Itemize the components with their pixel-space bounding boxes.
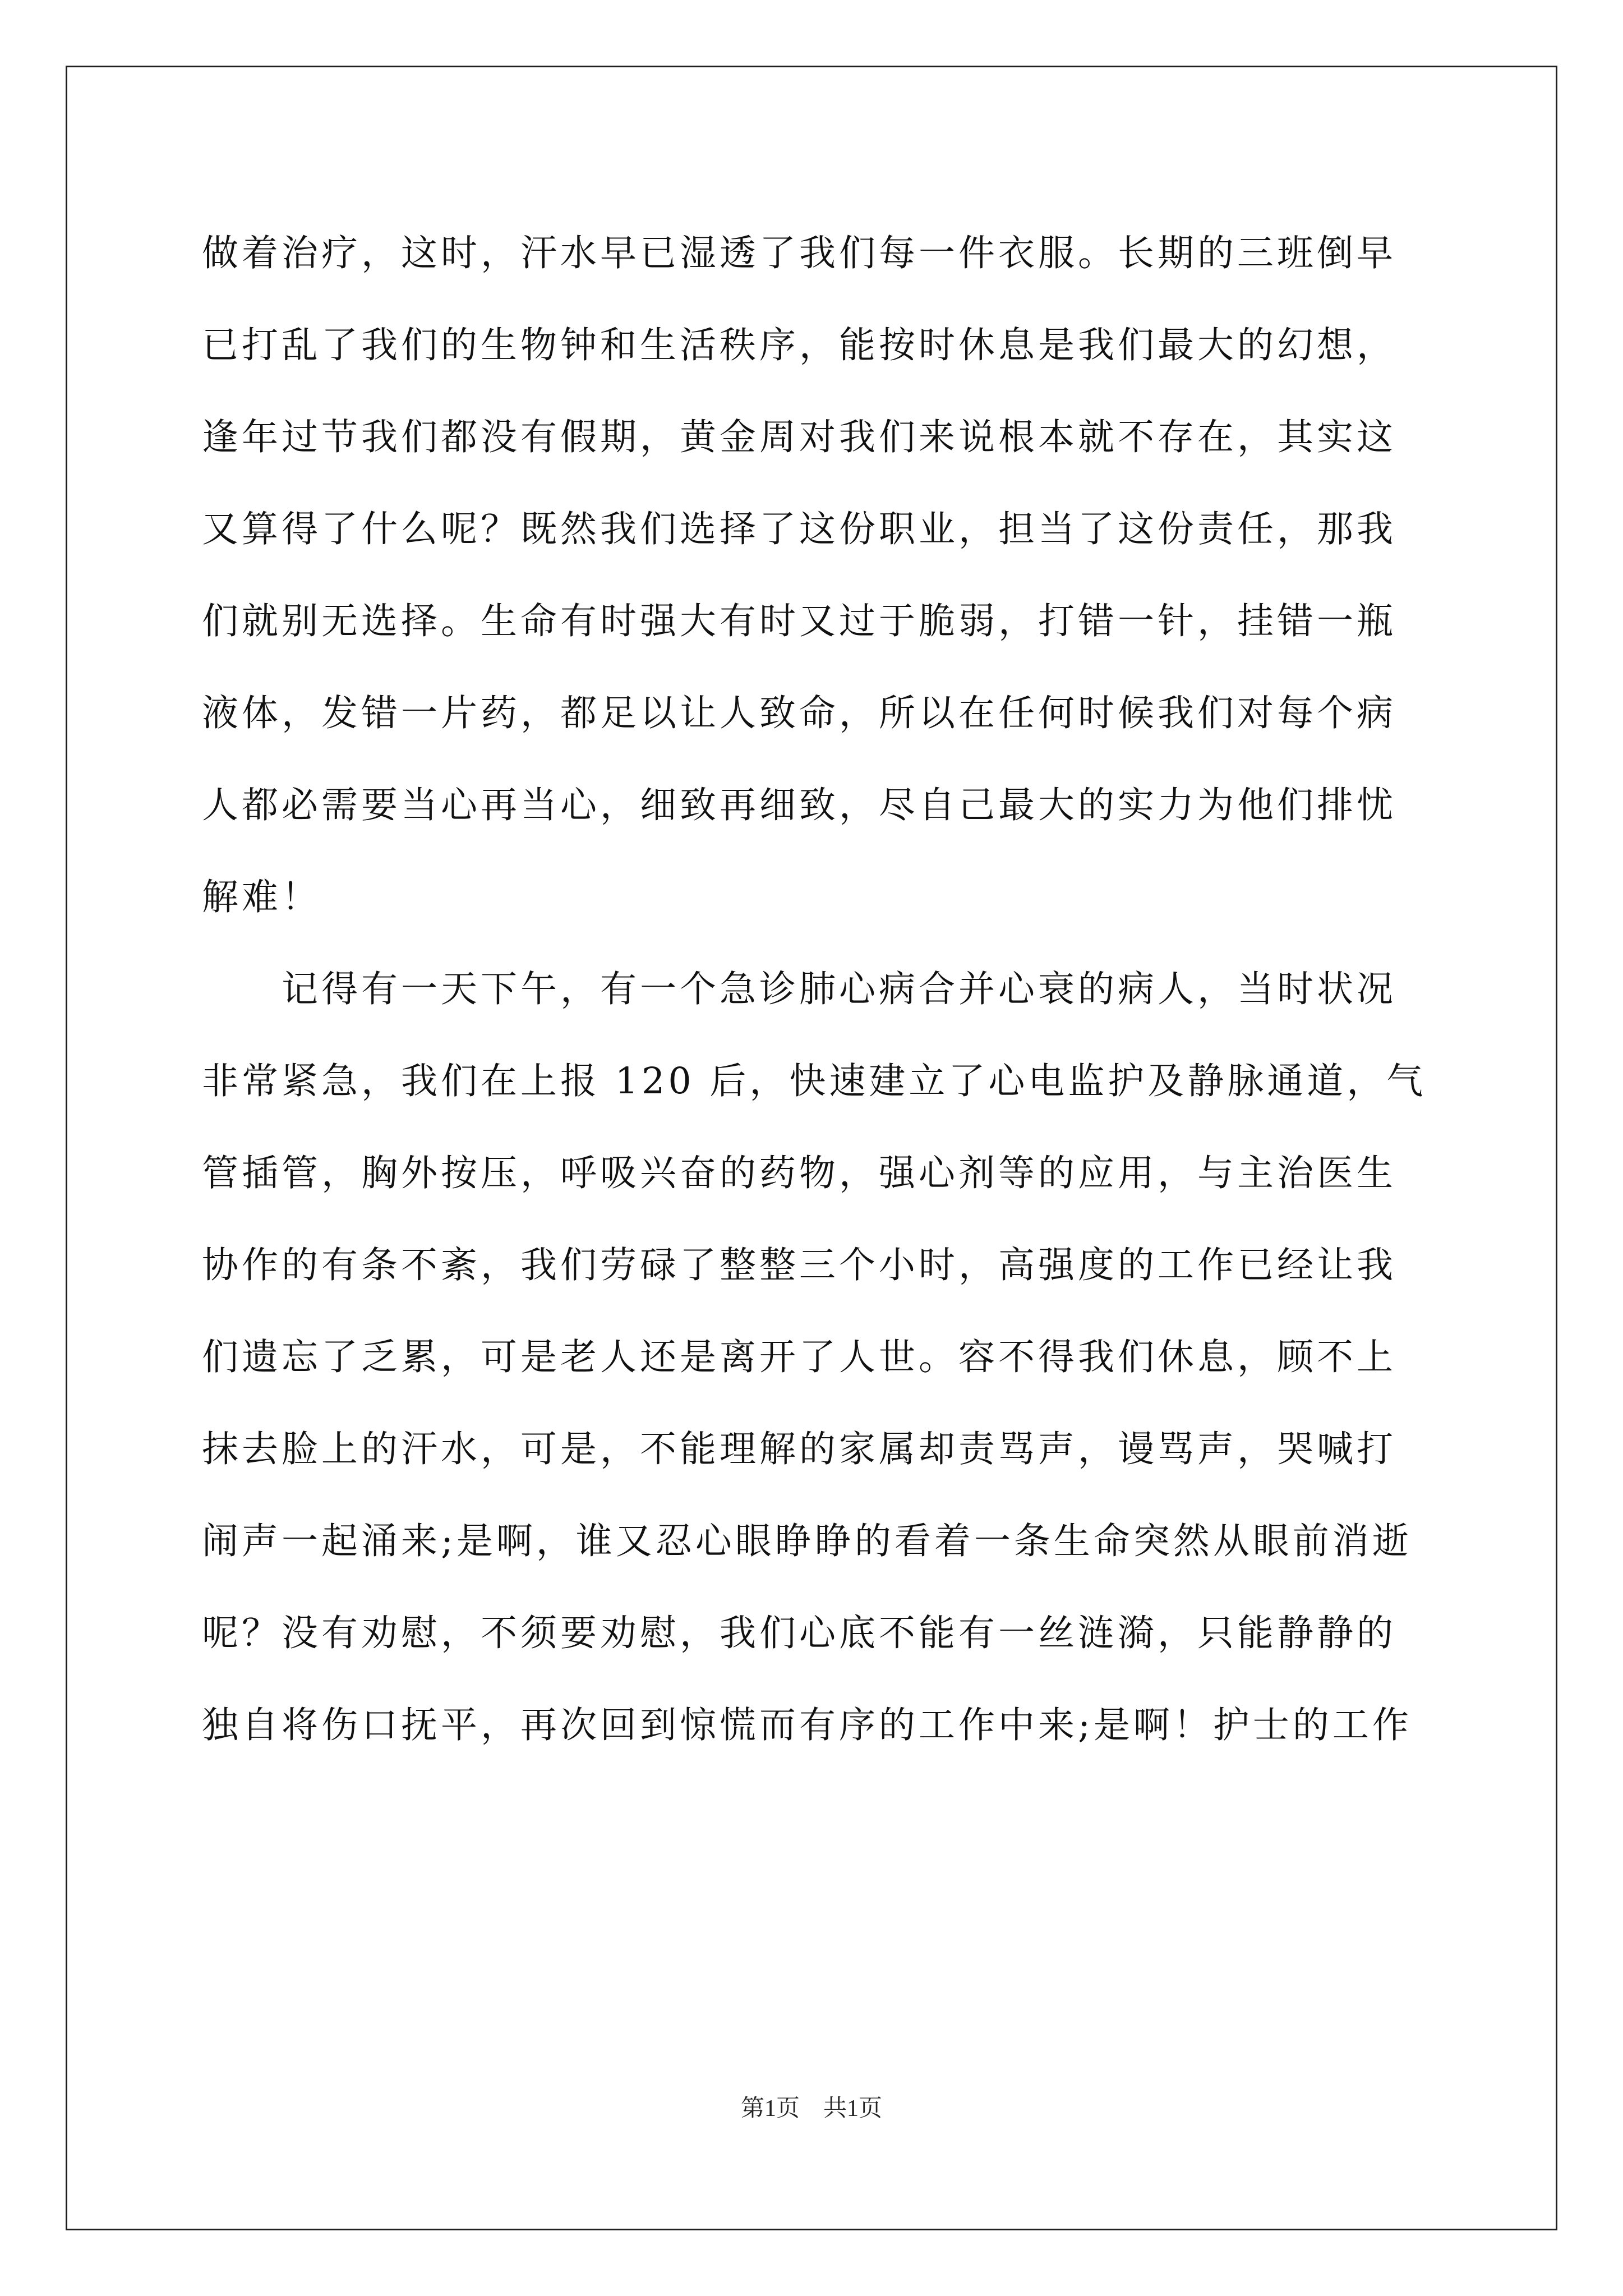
- text-line: 非常紧急，我们在上报 120 后，快速建立了心电监护及静脉通道，气: [202, 1060, 1427, 1102]
- page-number: 第1页 共1页: [740, 2096, 882, 2122]
- text-line: 们就别无选择。生命有时强大有时又过于脆弱，打错一针，挂错一瓶: [202, 600, 1397, 642]
- text-line: 呢？没有劝慰，不须要劝慰，我们心底不能有一丝涟漪，只能静静的: [202, 1612, 1397, 1654]
- text-line: 记得有一天下午，有一个急诊肺心病合并心衰的病人，当时状况: [202, 968, 1397, 1010]
- body-text: [202, 208, 1427, 1772]
- text-line: 协作的有条不紊，我们劳碌了整整三个小时，高强度的工作已经让我: [202, 1244, 1397, 1286]
- text-line: 闹声一起涌来;是啊，谁又忍心眼睁睁的看着一条生命突然从眼前消逝: [202, 1520, 1412, 1562]
- text-line: 做着治疗，这时，汗水早已湿透了我们每一件衣服。长期的三班倒早: [202, 232, 1397, 274]
- text-line: 抹去脸上的汗水，可是，不能理解的家属却责骂声，谩骂声，哭喊打: [202, 1428, 1397, 1470]
- text-line: 解难！: [202, 876, 322, 918]
- text-line: 液体，发错一片药，都足以让人致命，所以在任何时候我们对每个病: [202, 692, 1397, 734]
- text-line: 又算得了什么呢？既然我们选择了这份职业，担当了这份责任，那我: [202, 508, 1397, 550]
- text-line: 管插管，胸外按压，呼吸兴奋的药物，强心剂等的应用，与主治医生: [202, 1152, 1397, 1194]
- text-line: 独自将伤口抚平，再次回到惊慌而有序的工作中来;是啊！护士的工作: [202, 1704, 1412, 1746]
- text-line: 逢年过节我们都没有假期，黄金周对我们来说根本就不存在，其实这: [202, 416, 1397, 458]
- text-line: 人都必需要当心再当心，细致再细致，尽自己最大的实力为他们排忧: [202, 784, 1397, 826]
- text-line: 已打乱了我们的生物钟和生活秩序，能按时休息是我们最大的幻想，: [202, 324, 1397, 366]
- text-line: 们遗忘了乏累，可是老人还是离开了人世。容不得我们休息，顾不上: [202, 1336, 1397, 1378]
